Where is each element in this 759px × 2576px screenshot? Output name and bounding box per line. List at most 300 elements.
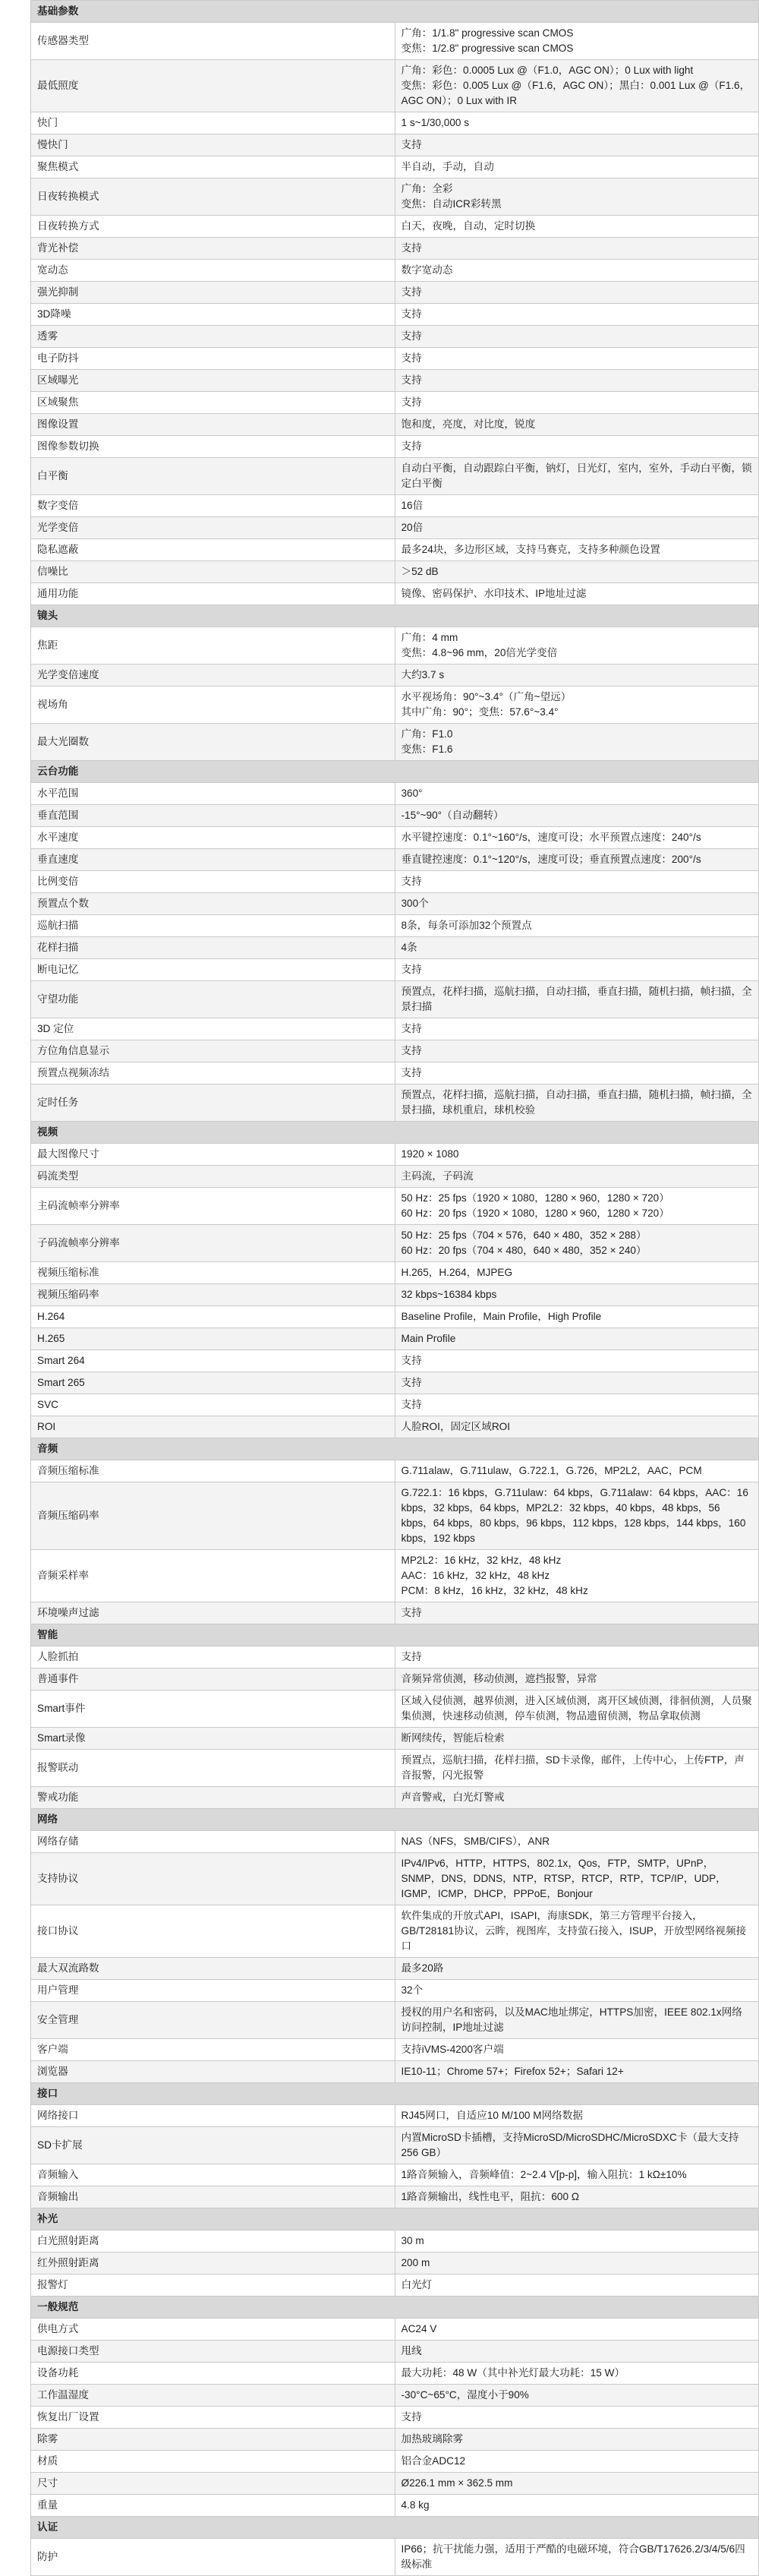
- spec-label: 网络存储: [31, 1831, 395, 1853]
- spec-row: [31, 1550, 759, 1602]
- spec-value-line: 1路音频输入，音频峰值：2~2.4 V[p-p]，输入阻抗：1 kΩ±10%: [401, 2169, 687, 2180]
- spec-value-line: 水平视场角：90°~3.4°（广角~望远）: [401, 691, 572, 702]
- spec-value-line: 16倍: [401, 500, 424, 511]
- spec-label: 水平范围: [31, 783, 395, 805]
- spec-label: 音频输出: [31, 2186, 395, 2208]
- spec-value: [395, 2252, 759, 2275]
- spec-value-line: 垂直键控速度：0.1°~120°/s，速度可设；垂直预置点速度：200°/s: [401, 854, 701, 865]
- spec-row: [31, 2363, 759, 2385]
- spec-value-line: 主码流，子码流: [401, 1170, 474, 1182]
- spec-value: [395, 178, 759, 216]
- spec-value-line: 白天，夜晚，自动，定时切换: [401, 220, 536, 232]
- spec-label: Smart 265: [31, 1372, 395, 1394]
- spec-row: [31, 1980, 759, 2002]
- spec-value: [395, 2473, 759, 2495]
- spec-value: [395, 783, 759, 805]
- spec-label: 音频压缩码率: [31, 1482, 395, 1550]
- spec-row: [31, 2473, 759, 2495]
- spec-value: [395, 282, 759, 304]
- spec-label: 最大光圈数: [31, 724, 395, 761]
- spec-label: 比例变倍: [31, 871, 395, 893]
- spec-label: 垂直速度: [31, 849, 395, 871]
- spec-value: [395, 959, 759, 981]
- spec-label: 警戒功能: [31, 1787, 395, 1809]
- spec-value: [395, 156, 759, 178]
- spec-label: 巡航扫描: [31, 915, 395, 937]
- spec-value-line: 音频异常侦测，移动侦测，遮挡报警，异常: [401, 1673, 597, 1684]
- spec-label: 除雾: [31, 2429, 395, 2451]
- spec-row: [31, 414, 759, 436]
- spec-value-line: 60 Hz：20 fps（1920 × 1080，1280 × 960，1280 × 720）: [401, 1208, 669, 1219]
- spec-value: [395, 392, 759, 414]
- spec-value-line: 广角：1/1.8" progressive scan CMOS: [401, 27, 574, 39]
- spec-label: 强光抑制: [31, 282, 395, 304]
- spec-label: H.265: [31, 1328, 395, 1350]
- spec-row: [31, 1225, 759, 1262]
- spec-row: [31, 1084, 759, 1122]
- spec-value: [395, 937, 759, 959]
- section-header: [31, 1, 759, 23]
- spec-row: [31, 1602, 759, 1624]
- spec-row: [31, 156, 759, 178]
- spec-label: 白光照射距离: [31, 2230, 395, 2252]
- spec-label: 工作温湿度: [31, 2385, 395, 2407]
- spec-row: [31, 1787, 759, 1809]
- spec-value: [395, 724, 759, 761]
- spec-value: [395, 1980, 759, 2002]
- spec-value-line: 8条，每条可添加32个预置点: [401, 920, 532, 931]
- spec-value-line: 300个: [401, 898, 429, 909]
- spec-value: [395, 687, 759, 724]
- spec-row: [31, 2252, 759, 2275]
- spec-row: [31, 2341, 759, 2363]
- spec-row: [31, 60, 759, 112]
- spec-label: ROI: [31, 1416, 395, 1438]
- spec-value: [395, 827, 759, 849]
- section-title: 一般规范: [31, 2297, 759, 2319]
- spec-label: 区域曝光: [31, 370, 395, 392]
- spec-value: [395, 849, 759, 871]
- spec-row: [31, 1188, 759, 1225]
- spec-value-line: 最多24块，多边形区域，支持马赛克，支持多种颜色设置: [401, 544, 660, 555]
- spec-label: 快门: [31, 112, 395, 134]
- spec-value-line: 30 m: [401, 2235, 424, 2246]
- spec-value: [395, 2039, 759, 2061]
- spec-value-line: 镜像、密码保护、水印技术、IP地址过滤: [401, 588, 587, 599]
- spec-value-line: 自动白平衡，自动跟踪白平衡，钠灯，日光灯，室内，室外，手动白平衡，锁定白平衡: [401, 462, 752, 489]
- spec-value: [395, 1262, 759, 1284]
- spec-row: [31, 1905, 759, 1958]
- spec-value: [395, 2495, 759, 2517]
- spec-row: [31, 1306, 759, 1328]
- spec-value-line: IPv4/IPv6，HTTP，HTTPS，802.1x，Qos，FTP，SMTP，UPnP，SNMP，DNS，DDNS，NTP，RTSP，RTCP，RTP，TCP/IP，UDP，IGMP，ICMP，DHCP，PPPoE，Bonjour: [401, 1858, 726, 1899]
- spec-value: [395, 1831, 759, 1853]
- spec-label: 图像设置: [31, 414, 395, 436]
- spec-label: 通用功能: [31, 583, 395, 605]
- section-header: [31, 2208, 759, 2230]
- spec-value-line: 200 m: [401, 2257, 430, 2268]
- spec-value: [395, 2105, 759, 2127]
- spec-value-line: 支持: [401, 1377, 422, 1388]
- spec-value-line: G.711alaw，G.711ulaw，G.722.1，G.726，MP2L2，AAC，PCM: [401, 1465, 702, 1476]
- spec-row: [31, 2105, 759, 2127]
- spec-value: [395, 260, 759, 282]
- spec-value-line: 饱和度，亮度，对比度，锐度: [401, 418, 536, 430]
- spec-value-line: RJ45网口，自适应10 M/100 M网络数据: [401, 2110, 583, 2121]
- spec-row: [31, 112, 759, 134]
- spec-value: [395, 1482, 759, 1550]
- spec-row: [31, 2061, 759, 2083]
- spec-value: [395, 2451, 759, 2473]
- spec-value: [395, 893, 759, 915]
- spec-label: 最大图像尺寸: [31, 1144, 395, 1166]
- spec-value: [395, 112, 759, 134]
- spec-label: 浏览器: [31, 2061, 395, 2083]
- spec-value-line: 50 Hz：25 fps（1920 × 1080，1280 × 960，1280 × 720）: [401, 1192, 669, 1204]
- spec-value-line: 声音警戒，白光灯警戒: [401, 1792, 505, 1803]
- spec-label: 视频压缩码率: [31, 1284, 395, 1306]
- spec-value: [395, 1690, 759, 1728]
- spec-value-line: 内置MicroSD卡插槽，支持MicroSD/MicroSDHC/MicroSDXC卡（最大支持256 GB）: [401, 2132, 739, 2158]
- spec-value: [395, 23, 759, 60]
- spec-row: [31, 1646, 759, 1668]
- spec-value: [395, 414, 759, 436]
- spec-label: 数字变倍: [31, 495, 395, 517]
- spec-row: [31, 2127, 759, 2164]
- spec-value: [395, 436, 759, 458]
- spec-value-line: AC24 V: [401, 2323, 437, 2334]
- spec-value: [395, 517, 759, 539]
- spec-value-line: Ø226.1 mm × 362.5 mm: [401, 2477, 513, 2489]
- spec-row: [31, 348, 759, 370]
- spec-value: [395, 238, 759, 260]
- spec-label: 3D降噪: [31, 304, 395, 326]
- spec-value: [395, 2319, 759, 2341]
- spec-value: [395, 2275, 759, 2297]
- spec-label: Smart事件: [31, 1690, 395, 1728]
- spec-row: [31, 260, 759, 282]
- spec-label: 安全管理: [31, 2002, 395, 2039]
- spec-value-line: ＞52 dB: [401, 566, 439, 577]
- spec-label: Smart录像: [31, 1728, 395, 1750]
- spec-row: [31, 724, 759, 761]
- spec-label: 白平衡: [31, 458, 395, 495]
- spec-value-line: 区域入侵侦测，越界侦测，进入区域侦测，离开区域侦测，徘徊侦测，人员聚集侦测，快速移动侦测，停车侦测，物品遗留侦测，物品拿取侦测: [401, 1695, 752, 1722]
- spec-row: [31, 627, 759, 665]
- spec-row: [31, 1372, 759, 1394]
- spec-value: [395, 1668, 759, 1690]
- spec-value: [395, 1084, 759, 1122]
- spec-value: [395, 561, 759, 583]
- section-header: [31, 2517, 759, 2539]
- spec-value: [395, 326, 759, 348]
- spec-value: [395, 348, 759, 370]
- spec-table: [30, 0, 759, 2576]
- spec-row: [31, 392, 759, 414]
- spec-row: [31, 517, 759, 539]
- spec-row: [31, 539, 759, 561]
- spec-value-line: 支持: [401, 1607, 422, 1618]
- spec-row: [31, 1728, 759, 1750]
- spec-label: 焦距: [31, 627, 395, 665]
- section-title: 智能: [31, 1624, 759, 1646]
- spec-label: 方位角信息显示: [31, 1040, 395, 1062]
- spec-value-line: 1920 × 1080: [401, 1148, 459, 1160]
- spec-row: [31, 981, 759, 1018]
- spec-label: 用户管理: [31, 1980, 395, 2002]
- section-title: 镜头: [31, 605, 759, 627]
- spec-label: 视场角: [31, 687, 395, 724]
- spec-value-line: 变焦：4.8~96 mm，20倍光学变倍: [401, 647, 558, 658]
- spec-value-line: 断网续传，智能后检索: [401, 1732, 505, 1744]
- spec-value: [395, 1958, 759, 1980]
- spec-label: 红外照射距离: [31, 2252, 395, 2275]
- spec-value-line: 广角：4 mm: [401, 632, 458, 643]
- spec-value: [395, 1550, 759, 1602]
- spec-value-line: 支持: [401, 330, 422, 342]
- spec-label: 视频压缩标准: [31, 1262, 395, 1284]
- spec-label: H.264: [31, 1306, 395, 1328]
- spec-value-line: 支持: [401, 1651, 422, 1662]
- spec-row: [31, 1853, 759, 1905]
- spec-label: 音频输入: [31, 2164, 395, 2186]
- spec-row: [31, 2407, 759, 2429]
- spec-label: 垂直范围: [31, 805, 395, 827]
- spec-value-line: 铝合金ADC12: [401, 2455, 466, 2467]
- spec-value-line: 360°: [401, 788, 423, 799]
- section-header: [31, 1809, 759, 1831]
- spec-value-line: -15°~90°（自动翻转）: [401, 810, 504, 821]
- section-title: 视频: [31, 1122, 759, 1144]
- spec-row: [31, 1394, 759, 1416]
- spec-value-line: 60 Hz：20 fps（704 × 480，640 × 480，352 × 240）: [401, 1245, 647, 1256]
- spec-value: [395, 871, 759, 893]
- spec-label: 支持协议: [31, 1853, 395, 1905]
- spec-value-line: 预置点，花样扫描，巡航扫描，自动扫描，垂直扫描，随机扫描，帧扫描，全景扫描，球机重启，球机校验: [401, 1089, 752, 1116]
- spec-row: [31, 849, 759, 871]
- spec-row: [31, 2275, 759, 2297]
- spec-label: 设备功耗: [31, 2363, 395, 2385]
- section-title: 网络: [31, 1809, 759, 1831]
- spec-row: [31, 2164, 759, 2186]
- spec-value-line: 支持: [401, 1023, 422, 1034]
- spec-row: [31, 1284, 759, 1306]
- spec-label: 背光补偿: [31, 238, 395, 260]
- spec-label: 供电方式: [31, 2319, 395, 2341]
- spec-label: 码流类型: [31, 1166, 395, 1188]
- spec-label: 环境噪声过滤: [31, 1602, 395, 1624]
- spec-value: [395, 495, 759, 517]
- spec-value: [395, 1040, 759, 1062]
- spec-value-line: Baseline Profile，Main Profile，High Profile: [401, 1311, 602, 1322]
- spec-label: 3D 定位: [31, 1018, 395, 1040]
- spec-label: 图像参数切换: [31, 436, 395, 458]
- spec-value: [395, 2002, 759, 2039]
- spec-value: [395, 216, 759, 238]
- spec-value: [395, 1372, 759, 1394]
- spec-label: 最大双流路数: [31, 1958, 395, 1980]
- spec-value-line: 广角：F1.0: [401, 728, 453, 740]
- spec-label: 日夜转换方式: [31, 216, 395, 238]
- spec-value: [395, 539, 759, 561]
- spec-label: 花样扫描: [31, 937, 395, 959]
- section-header: [31, 761, 759, 783]
- spec-value-line: 广角：全彩: [401, 183, 453, 194]
- spec-label: 定时任务: [31, 1084, 395, 1122]
- spec-value-line: G.722.1：16 kbps，G.711ulaw：64 kbps，G.711alaw：64 kbps，AAC：16 kbps，32 kbps，64 kbps，MP2L2：32 kbps，40 kbps，48 kbps，56 kbps，64 kbps，80 kbps，96 kbps，112 kbps，128 kbps，144 kbps，160 kbps，192 kbps: [401, 1487, 748, 1544]
- spec-value-line: 数字宽动态: [401, 264, 453, 276]
- spec-value-line: Main Profile: [401, 1333, 456, 1344]
- spec-row: [31, 2429, 759, 2451]
- spec-value: [395, 1460, 759, 1482]
- spec-label: 尺寸: [31, 2473, 395, 2495]
- spec-row: [31, 178, 759, 216]
- section-header: [31, 1624, 759, 1646]
- spec-row: [31, 937, 759, 959]
- spec-value-line: 20倍: [401, 522, 424, 533]
- spec-row: [31, 805, 759, 827]
- section-title: 接口: [31, 2083, 759, 2105]
- spec-label: 宽动态: [31, 260, 395, 282]
- spec-value: [395, 370, 759, 392]
- spec-value-line: 支持: [401, 352, 422, 364]
- spec-value: [395, 2061, 759, 2083]
- spec-label: 聚焦模式: [31, 156, 395, 178]
- spec-row: [31, 23, 759, 60]
- section-title: 基础参数: [31, 1, 759, 23]
- spec-label: 隐私遮蔽: [31, 539, 395, 561]
- spec-row: [31, 1482, 759, 1550]
- spec-value-line: 1路音频输出，线性电平，阻抗：600 Ω: [401, 2191, 579, 2202]
- spec-label: 光学变倍速度: [31, 665, 395, 687]
- spec-value-line: 支持: [401, 396, 422, 408]
- spec-label: 接口协议: [31, 1905, 395, 1958]
- spec-value: [395, 2539, 759, 2576]
- spec-table-body: [31, 1, 759, 2576]
- spec-label: 恢复出厂设置: [31, 2407, 395, 2429]
- spec-value-line: 支持: [401, 1399, 422, 1410]
- spec-value-line: 4条: [401, 942, 417, 953]
- spec-value-line: 32个: [401, 1984, 424, 1996]
- spec-value: [395, 1188, 759, 1225]
- section-header: [31, 2297, 759, 2319]
- spec-label: 慢快门: [31, 134, 395, 156]
- spec-value: [395, 1328, 759, 1350]
- spec-value-line: AAC：16 kHz，32 kHz，48 kHz: [401, 1570, 550, 1581]
- spec-value-line: MP2L2：16 kHz，32 kHz，48 kHz: [401, 1555, 562, 1566]
- spec-value-line: 4.8 kg: [401, 2499, 430, 2511]
- spec-row: [31, 2539, 759, 2576]
- spec-row: [31, 436, 759, 458]
- spec-row: [31, 827, 759, 849]
- spec-row: [31, 1958, 759, 1980]
- spec-row: [31, 238, 759, 260]
- spec-value: [395, 1062, 759, 1084]
- spec-value-line: 大约3.7 s: [401, 669, 445, 680]
- spec-value: [395, 304, 759, 326]
- spec-row: [31, 2230, 759, 2252]
- spec-label: 守望功能: [31, 981, 395, 1018]
- spec-label: 音频采样率: [31, 1550, 395, 1602]
- spec-label: 普通事件: [31, 1668, 395, 1690]
- spec-value: [395, 1225, 759, 1262]
- spec-value: [395, 1284, 759, 1306]
- spec-row: [31, 495, 759, 517]
- spec-value-line: NAS（NFS，SMB/CIFS），ANR: [401, 1836, 550, 1847]
- spec-value-line: 32 kbps~16384 kbps: [401, 1289, 497, 1300]
- spec-value: [395, 458, 759, 495]
- spec-value: [395, 1018, 759, 1040]
- spec-row: [31, 1018, 759, 1040]
- spec-value-line: 支持: [401, 964, 422, 975]
- spec-value-line: IE10-11；Chrome 57+；Firefox 52+；Safari 12+: [401, 2066, 624, 2077]
- spec-label: 电源接口类型: [31, 2341, 395, 2363]
- spec-value: [395, 2186, 759, 2208]
- spec-label: 防护: [31, 2539, 395, 2576]
- spec-label: 材质: [31, 2451, 395, 2473]
- spec-value-line: 广角：彩色：0.0005 Lux @（F1.0，AGC ON）；0 Lux with light: [401, 65, 694, 76]
- spec-value: [395, 1416, 759, 1438]
- spec-value-line: 人脸ROI，固定区域ROI: [401, 1421, 510, 1432]
- spec-label: 预置点视频冻结: [31, 1062, 395, 1084]
- spec-value: [395, 1394, 759, 1416]
- spec-row: [31, 1668, 759, 1690]
- spec-value: [395, 981, 759, 1018]
- spec-value-line: 白光灯: [401, 2279, 433, 2290]
- spec-row: [31, 1328, 759, 1350]
- spec-row: [31, 783, 759, 805]
- spec-value-line: 预置点，巡航扫描，花样扫描，SD卡录像，邮件，上传中心，上传FTP，声音报警，闪光报警: [401, 1754, 745, 1781]
- spec-value: [395, 1750, 759, 1787]
- spec-value-line: 支持: [401, 139, 422, 150]
- spec-value: [395, 2230, 759, 2252]
- spec-value: [395, 583, 759, 605]
- spec-row: [31, 583, 759, 605]
- spec-row: [31, 2039, 759, 2061]
- spec-value-line: 预置点，花样扫描，巡航扫描，自动扫描，垂直扫描，随机扫描，帧扫描，全景扫描: [401, 986, 752, 1012]
- spec-row: [31, 893, 759, 915]
- spec-value-line: 支持: [401, 286, 422, 298]
- spec-value-line: 支持: [401, 1355, 422, 1366]
- spec-row: [31, 216, 759, 238]
- spec-value: [395, 1646, 759, 1668]
- section-header: [31, 2083, 759, 2105]
- spec-label: Smart 264: [31, 1350, 395, 1372]
- spec-value-line: 加热玻璃除雾: [401, 2433, 464, 2445]
- spec-label: 日夜转换模式: [31, 178, 395, 216]
- spec-value: [395, 2341, 759, 2363]
- section-title: 云台功能: [31, 761, 759, 783]
- spec-value-line: 变焦：彩色：0.005 Lux @（F1.6，AGC ON）；黑白：0.001 Lux @（F1.6，AGC ON）；0 Lux with IR: [401, 80, 751, 106]
- spec-row: [31, 2495, 759, 2517]
- spec-value-line: PCM：8 kHz，16 kHz，32 kHz，48 kHz: [401, 1585, 588, 1596]
- spec-label: 预置点个数: [31, 893, 395, 915]
- spec-row: [31, 561, 759, 583]
- spec-value: [395, 2164, 759, 2186]
- spec-label: 水平速度: [31, 827, 395, 849]
- spec-value-line: 1 s~1/30,000 s: [401, 117, 470, 128]
- spec-label: 光学变倍: [31, 517, 395, 539]
- spec-value-line: 支持: [401, 242, 422, 254]
- spec-value-line: 支持: [401, 440, 422, 452]
- spec-row: [31, 134, 759, 156]
- spec-value-line: 支持iVMS-4200客户端: [401, 2044, 504, 2055]
- spec-label: 区域聚焦: [31, 392, 395, 414]
- spec-row: [31, 1166, 759, 1188]
- spec-row: [31, 1262, 759, 1284]
- spec-label: SVC: [31, 1394, 395, 1416]
- spec-value: [395, 1905, 759, 1958]
